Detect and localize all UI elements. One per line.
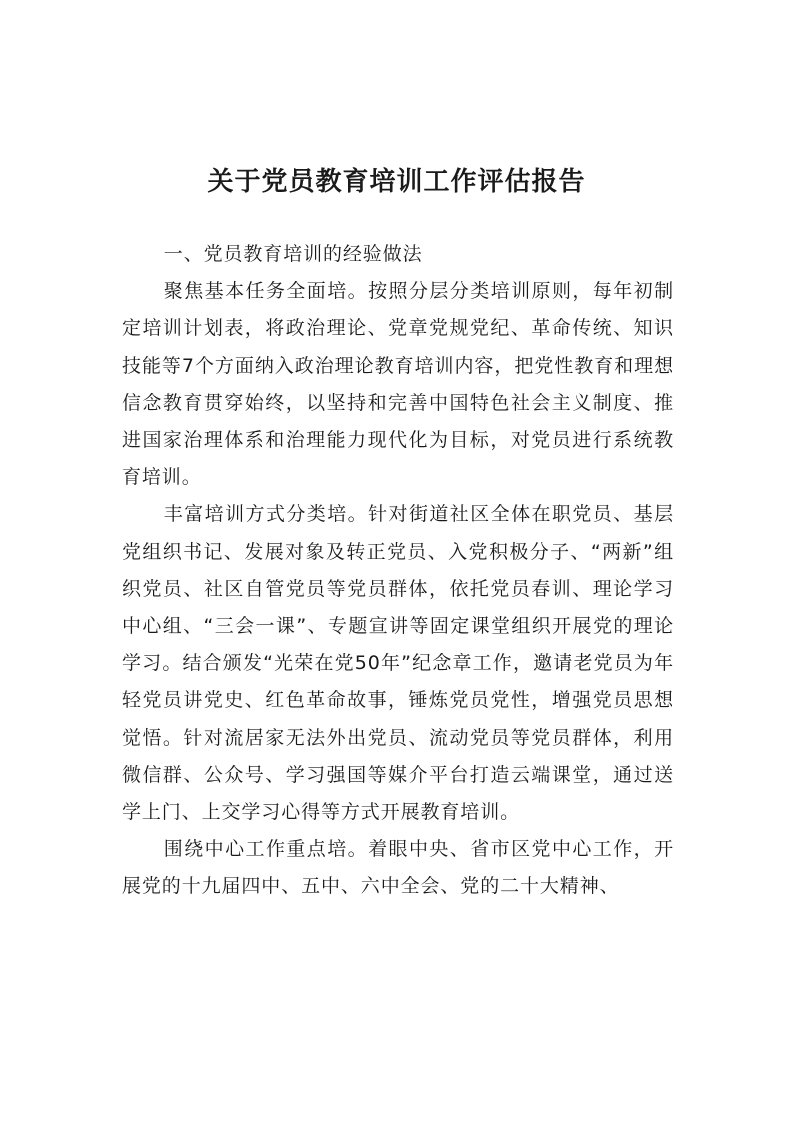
- paragraph-central-work: 围绕中心工作重点培。着眼中央、省市区党中心工作，开展党的十九届四中、五中、六中全会、党的二十大精神、: [122, 838, 674, 898]
- document-body: [122, 236, 674, 906]
- document-title: 关于党员教育培训工作评估报告: [207, 167, 586, 197]
- paragraph-training-methods: 丰富培训方式分类培。针对街道社区全体在职党员、基层党组织书记、发展对象及转正党员、入党积极分子、“两新”组织党员、社区自管党员等党员群体，依托党员春训、理论学习中心组、“三会一课”、专题宣讲等固定课堂组织开展党的理论学习。结合颁发“光荣在党50年”纪念章工作，邀请老党员为年轻党员讲党史、红色革命故事，锤炼党员党性，增强党员思想觉悟。针对流居家无法外出党员、流动党员等党员群体，利用微信群、公众号、学习强国等媒介平台打造云端课堂，通过送学上门、上交学习心得等方式开展教育培训。: [122, 503, 674, 824]
- paragraph-basic-tasks: 聚焦基本任务全面培。按照分层分类培训原则，每年初制定培训计划表，将政治理论、党章党规党纪、革命传统、知识技能等7个方面纳入政治理论教育培训内容，把党性教育和理想信念教育贯穿始终，以坚持和完善中国特色社会主义制度、推进国家治理体系和治理能力现代化为目标，对党员进行系统教育培训。: [122, 280, 674, 489]
- section-heading: 一、党员教育培训的经验做法: [163, 243, 423, 265]
